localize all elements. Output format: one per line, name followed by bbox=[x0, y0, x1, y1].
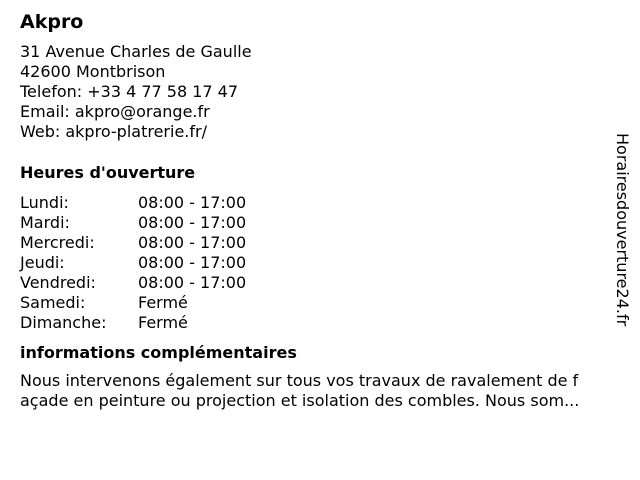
hours-day: Mercredi: bbox=[20, 233, 95, 252]
hours-day: Vendredi: bbox=[20, 273, 96, 292]
hours-day: Dimanche: bbox=[20, 313, 107, 332]
hours-row-vendredi bbox=[20, 273, 628, 293]
hours-day: Samedi: bbox=[20, 293, 86, 312]
hours-row-samedi bbox=[20, 293, 628, 313]
hours-time: 08:00 - 17:00 bbox=[138, 193, 247, 212]
phone-line: Telefon: +33 4 77 58 17 47 bbox=[20, 82, 239, 101]
hours-time: 08:00 - 17:00 bbox=[138, 213, 247, 232]
hours-row-mercredi bbox=[20, 233, 628, 253]
hours-row-dimanche bbox=[20, 313, 628, 333]
info-line-1: Nous intervenons également sur tous vos travaux de ravalement de f bbox=[20, 371, 579, 390]
hours-time: Fermé bbox=[138, 293, 188, 312]
contact-block bbox=[20, 42, 628, 142]
site-watermark: Horairesdouverture24.fr bbox=[613, 133, 632, 327]
info-line-2: açade en peinture ou projection et isolation des combles. Nous som... bbox=[20, 391, 580, 410]
business-card bbox=[20, 10, 628, 411]
hours-day: Jeudi: bbox=[20, 253, 65, 272]
address-street: 31 Avenue Charles de Gaulle bbox=[20, 42, 252, 61]
hours-time: 08:00 - 17:00 bbox=[138, 233, 247, 252]
hours-time: Fermé bbox=[138, 313, 188, 332]
info-description bbox=[20, 371, 628, 411]
hours-day: Lundi: bbox=[20, 193, 69, 212]
hours-time: 08:00 - 17:00 bbox=[138, 273, 247, 292]
business-name: Akpro bbox=[20, 11, 84, 33]
hours-table bbox=[20, 193, 628, 333]
hours-day: Mardi: bbox=[20, 213, 70, 232]
web-line: Web: akpro-platrerie.fr/ bbox=[20, 122, 207, 141]
hours-row-mardi bbox=[20, 213, 628, 233]
hours-heading: Heures d'ouverture bbox=[20, 163, 196, 182]
info-heading: informations complémentaires bbox=[20, 343, 297, 362]
email-line: Email: akpro@orange.fr bbox=[20, 102, 210, 121]
address-city: 42600 Montbrison bbox=[20, 62, 166, 81]
hours-time: 08:00 - 17:00 bbox=[138, 253, 247, 272]
hours-row-lundi bbox=[20, 193, 628, 213]
hours-row-jeudi bbox=[20, 253, 628, 273]
